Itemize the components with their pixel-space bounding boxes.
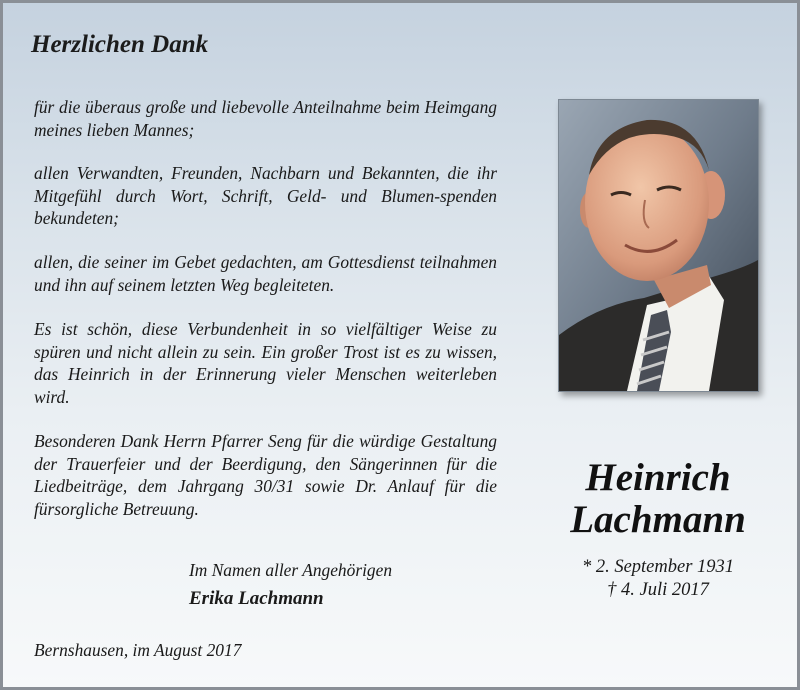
- signature-name: Erika Lachmann: [189, 588, 324, 609]
- place-date: Bernshausen, im August 2017: [34, 640, 242, 660]
- portrait-illustration: [559, 100, 758, 391]
- deceased-last-name: Lachmann: [570, 498, 746, 541]
- thanks-paragraph-4: Es ist schön, diese Verbundenheit in so vielfältiger Weise zu spüren und nicht allein zu sein. Ein großer Trost ist es zu wissen, das Heinrich in der Erinnerung vieler Menschen weiterleben wird.: [34, 319, 497, 407]
- signature-label: Im Namen aller Angehörigen: [189, 560, 393, 580]
- deceased-first-name: Heinrich: [585, 456, 731, 499]
- heading: Herzlichen Dank: [31, 31, 209, 58]
- birth-date: * 2. September 1931: [581, 557, 735, 577]
- thanks-paragraph-1: für die überaus große und liebevolle Anteilnahme beim Heimgang meines lieben Mannes;: [34, 97, 497, 140]
- portrait-photo: [558, 99, 759, 392]
- thanks-paragraph-2: allen Verwandten, Freunden, Nachbarn und Bekannten, die ihr Mitgefühl durch Wort, Schrift, Geld- und Blumen-spenden bekundeten;: [34, 163, 497, 229]
- thanks-paragraph-3: allen, die seiner im Gebet gedachten, am Gottesdienst teilnahmen und ihn auf seinem letzten Weg begleiteten.: [34, 252, 497, 295]
- thanks-paragraph-5: Besonderen Dank Herrn Pfarrer Seng für die würdige Gestaltung der Trauerfeier und der Beerdigung, den Sängerinnen für die Liedbeiträge, dem Jahrgang 30/31 sowie Dr. Anlauf für die fürsorgliche Betreuung.: [34, 431, 497, 519]
- death-date: † 4. Juli 2017: [607, 580, 709, 600]
